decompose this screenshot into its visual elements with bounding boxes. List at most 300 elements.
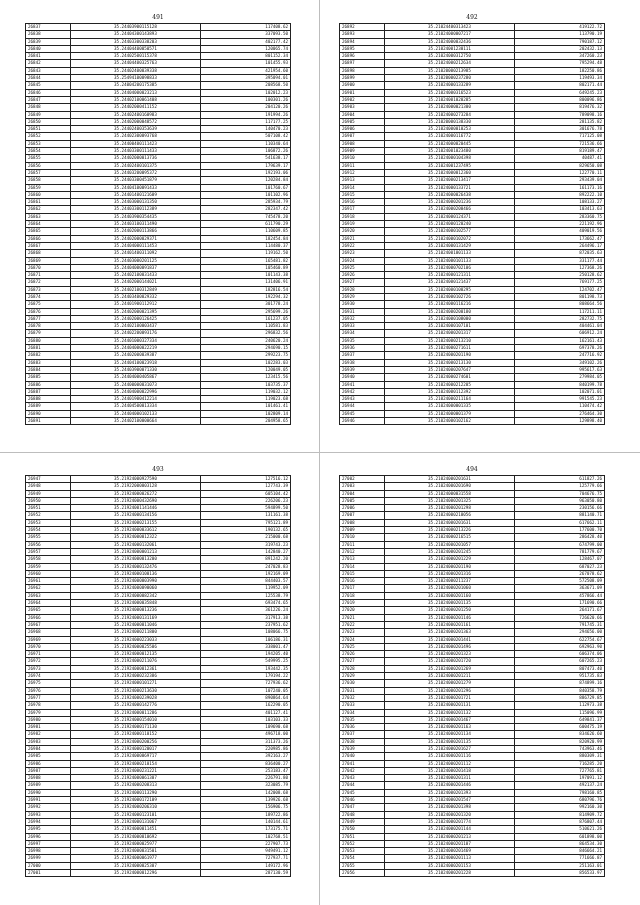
coordinate-cell: 35.24401000327334 <box>70 337 200 344</box>
coordinate-cell: 35.21024001001133 <box>384 250 514 257</box>
row-index-cell: 27012 <box>340 548 385 555</box>
row-index-cell: 26934 <box>340 330 385 337</box>
coordinate-cell: 35.21024000032436 <box>384 38 514 45</box>
row-index-cell: 26993 <box>26 811 71 818</box>
amount-cell: 107240.05 <box>200 687 290 694</box>
coordinate-cell: 35.21924000031501 <box>70 848 200 855</box>
row-index-cell: 26851 <box>26 126 71 133</box>
row-index-cell: 26862 <box>26 206 71 213</box>
coordinate-cell: 35.21024000201320 <box>384 811 514 818</box>
amount-cell: 122770.11 <box>514 169 604 176</box>
row-index-cell: 26841 <box>26 53 71 60</box>
coordinate-cell: 35.21024000201774 <box>384 818 514 825</box>
row-index-cell: 26925 <box>340 264 385 271</box>
row-index-cell: 26969 <box>26 636 71 643</box>
amount-cell: 165481.82 <box>200 257 290 264</box>
amount-cell: 836400.27 <box>200 760 290 767</box>
coordinate-cell: 35.21024001237495 <box>384 162 514 169</box>
amount-cell: 179194.22 <box>200 673 290 680</box>
amount-cell: 264496.17 <box>514 242 604 249</box>
row-index-cell: 27024 <box>340 636 385 643</box>
table-row <box>340 870 605 877</box>
amount-cell: 864534.30 <box>514 840 604 847</box>
coordinate-cell: 35.21024000274601 <box>384 374 514 381</box>
amount-cell: 301676.78 <box>514 126 604 133</box>
table-row <box>340 388 605 395</box>
table-row <box>340 264 605 271</box>
table-row <box>26 96 291 103</box>
amount-cell: 102071.01 <box>514 388 604 395</box>
amount-cell: 856533.97 <box>514 870 604 877</box>
coordinate-cell: 35.21024000201135 <box>384 738 514 745</box>
row-index-cell: 27000 <box>26 862 71 869</box>
coordinate-cell: 35.21924000100136 <box>70 570 200 577</box>
row-index-cell: 27029 <box>340 673 385 680</box>
coordinate-cell: 35.24404300143893 <box>70 31 200 38</box>
row-index-cell: 26959 <box>26 563 71 570</box>
row-index-cell: 27013 <box>340 556 385 563</box>
row-index-cell: 26950 <box>26 497 71 504</box>
coordinate-cell: 35.21024000212634 <box>384 60 514 67</box>
row-index-cell: 27056 <box>340 870 385 877</box>
table-row <box>26 548 291 555</box>
table-row <box>340 89 605 96</box>
amount-cell: 102283.03 <box>200 359 290 366</box>
coordinate-cell: 35.21024000271611 <box>384 345 514 352</box>
row-index-cell: 27021 <box>340 614 385 621</box>
table-row <box>340 607 605 614</box>
coordinate-cell: 35.24403000131350 <box>70 199 200 206</box>
amount-cell: 103735.37 <box>200 381 290 388</box>
row-index-cell: 26885 <box>26 374 71 381</box>
amount-cell: 240620.24 <box>200 337 290 344</box>
row-index-cell: 27027 <box>340 658 385 665</box>
amount-cell: 110609.85 <box>200 228 290 235</box>
coordinate-cell: 35.21924000033612 <box>70 527 200 534</box>
coordinate-cell: 35.24402400101375 <box>70 162 200 169</box>
coordinate-cell: 35.21024000120240 <box>384 221 514 228</box>
coordinate-cell: 35.21924000172109 <box>70 797 200 804</box>
coordinate-cell: 35.21024000201311 <box>384 775 514 782</box>
amount-cell: 156906.75 <box>200 804 290 811</box>
table-row <box>340 177 605 184</box>
row-index-cell: 27010 <box>340 534 385 541</box>
amount-cell: 963050.80 <box>514 497 604 504</box>
table-row <box>26 323 291 330</box>
row-index-cell: 26848 <box>26 104 71 111</box>
row-index-cell: 26914 <box>340 184 385 191</box>
row-index-cell: 27003 <box>340 483 385 490</box>
row-index-cell: 27048 <box>340 811 385 818</box>
amount-cell: 101143.38 <box>200 272 290 279</box>
row-index-cell: 26988 <box>26 775 71 782</box>
amount-cell: 106872.26 <box>200 148 290 155</box>
table-row <box>26 308 291 315</box>
coordinate-cell: 35.24403900354435 <box>70 213 200 220</box>
table-row <box>26 694 291 701</box>
table-row <box>26 221 291 228</box>
row-index-cell: 27030 <box>340 680 385 687</box>
amount-cell: 286428.40 <box>514 534 604 541</box>
coordinate-cell: 35.24402500115378 <box>70 53 200 60</box>
row-index-cell: 27023 <box>340 629 385 636</box>
row-index-cell: 26930 <box>340 301 385 308</box>
coordinate-cell: 35.21024000702106 <box>384 264 514 271</box>
amount-cell: 40487.41 <box>514 155 604 162</box>
amount-cell: 844403.57 <box>200 578 290 585</box>
amount-cell: 192193.06 <box>200 169 290 176</box>
row-index-cell: 26939 <box>340 366 385 373</box>
coordinate-cell: 35.21024000201135 <box>384 600 514 607</box>
row-index-cell: 26951 <box>26 505 71 512</box>
amount-cell: 409019.56 <box>514 228 604 235</box>
coordinate-cell: 35.21924000110152 <box>70 731 200 738</box>
coordinate-cell: 35.24402000029371 <box>70 235 200 242</box>
row-index-cell: 26856 <box>26 162 71 169</box>
row-index-cell: 26962 <box>26 585 71 592</box>
coordinate-cell: 35.21024000201144 <box>384 826 514 833</box>
coordinate-cell: 35.24403300112389 <box>70 206 200 213</box>
amount-cell: 267078.62 <box>514 570 604 577</box>
amount-cell: 795121.89 <box>200 519 290 526</box>
table-row <box>26 264 291 271</box>
coordinate-cell: 35.21024000201296 <box>384 687 514 694</box>
amount-cell: 162161.43 <box>514 337 604 344</box>
table-row <box>26 497 291 504</box>
coordinate-cell: 35.24404400050571 <box>70 45 200 52</box>
coordinate-cell: 35.24402100031433 <box>70 272 200 279</box>
row-index-cell: 27014 <box>340 563 385 570</box>
amount-cell: 295699.26 <box>200 308 290 315</box>
table-row <box>26 840 291 847</box>
amount-cell: 829650.08 <box>514 162 604 169</box>
table-row <box>340 184 605 191</box>
table-row <box>340 505 605 512</box>
coordinate-cell: 35.24404000023213 <box>70 89 200 96</box>
row-index-cell: 27002 <box>340 476 385 483</box>
coordinate-cell: 35.21024000010253 <box>384 126 514 133</box>
table-row <box>26 45 291 52</box>
coordinate-cell: 35.21924000210154 <box>70 760 200 767</box>
amount-cell: 801198.73 <box>514 293 604 300</box>
coordinate-cell: 35.21024000312750 <box>384 53 514 60</box>
coordinate-cell: 35.21024000201113 <box>384 855 514 862</box>
amount-cell: 886729.85 <box>514 694 604 701</box>
table-row <box>26 140 291 147</box>
row-index-cell: 26929 <box>340 293 385 300</box>
amount-cell: 119023.68 <box>200 396 290 403</box>
amount-cell: 594899.50 <box>200 505 290 512</box>
amount-cell: 743963.46 <box>514 745 604 752</box>
table-row <box>26 738 291 745</box>
row-index-cell: 27034 <box>340 709 385 716</box>
table-row <box>26 512 291 519</box>
amount-cell: 125538.79 <box>200 592 290 599</box>
table-row <box>340 410 605 417</box>
coordinate-cell: 35.21924000223033 <box>70 636 200 643</box>
amount-cell: 230156.66 <box>514 505 604 512</box>
coordinate-cell: 35.21024000213417 <box>384 177 514 184</box>
amount-cell: 600475.19 <box>514 724 604 731</box>
table-row <box>26 242 291 249</box>
amount-cell: 127743.39 <box>200 483 290 490</box>
coordinate-cell: 35.21024000108000 <box>384 315 514 322</box>
amount-cell: 103103.33 <box>200 716 290 723</box>
row-index-cell: 26907 <box>340 133 385 140</box>
row-index-cell: 26966 <box>26 614 71 621</box>
table-row <box>340 67 605 74</box>
table-row <box>26 257 291 264</box>
table-row <box>26 621 291 628</box>
table-row <box>340 337 605 344</box>
table-row <box>340 213 605 220</box>
table-row <box>340 126 605 133</box>
coordinate-cell: 35.21924000120017 <box>70 745 200 752</box>
coordinate-cell: 35.21024001020285 <box>384 96 514 103</box>
coordinate-cell: 35.21024000102577 <box>384 228 514 235</box>
amount-cell: 283360.75 <box>514 213 604 220</box>
coordinate-cell: 35.21024000107101 <box>384 323 514 330</box>
coordinate-cell: 35.21024000213226 <box>384 527 514 534</box>
amount-cell: 177600.70 <box>514 527 604 534</box>
row-index-cell: 26964 <box>26 600 71 607</box>
coordinate-cell: 35.21024000201298 <box>384 505 514 512</box>
amount-cell: 349102.26 <box>514 359 604 366</box>
row-index-cell: 26941 <box>340 381 385 388</box>
table-row <box>340 257 605 264</box>
row-index-cell: 26912 <box>340 169 385 176</box>
amount-cell: 179639.17 <box>200 162 290 169</box>
row-index-cell: 26926 <box>340 272 385 279</box>
amount-cell: 808664.56 <box>514 301 604 308</box>
amount-cell: 301778.24 <box>200 301 290 308</box>
row-index-cell: 27049 <box>340 818 385 825</box>
coordinate-cell: 35.21024000100295 <box>384 286 514 293</box>
amount-cell: 834626.60 <box>514 731 604 738</box>
row-index-cell: 27050 <box>340 826 385 833</box>
table-row <box>26 403 291 410</box>
amount-cell: 294690.15 <box>200 345 290 352</box>
row-index-cell: 26911 <box>340 162 385 169</box>
row-index-cell: 26898 <box>340 67 385 74</box>
table-row <box>26 563 291 570</box>
table-row <box>340 31 605 38</box>
table-row <box>26 680 291 687</box>
table-row <box>340 643 605 650</box>
row-index-cell: 26977 <box>26 694 71 701</box>
table-row <box>26 760 291 767</box>
table-row <box>340 745 605 752</box>
row-index-cell: 26879 <box>26 330 71 337</box>
amount-cell: 392163.27 <box>200 753 290 760</box>
row-index-cell: 27041 <box>340 760 385 767</box>
amount-cell: 189722.86 <box>200 811 290 818</box>
coordinate-cell: 35.21024000201269 <box>384 665 514 672</box>
coordinate-cell: 35.21024000101133 <box>384 257 514 264</box>
row-index-cell: 26905 <box>340 118 385 125</box>
row-index-cell: 26982 <box>26 731 71 738</box>
table-row <box>340 96 605 103</box>
row-index-cell: 26979 <box>26 709 71 716</box>
amount-cell: 108066.75 <box>200 629 290 636</box>
table-row <box>26 870 291 877</box>
coordinate-cell: 35.21024000201161 <box>384 621 514 628</box>
amount-cell: 419122.72 <box>514 24 604 31</box>
table-row <box>26 381 291 388</box>
table-row <box>26 797 291 804</box>
amount-cell: 549995.25 <box>200 658 290 665</box>
table-row <box>26 177 291 184</box>
amount-cell: 101455.93 <box>200 60 290 67</box>
coordinate-cell: 35.21024000201116 <box>384 753 514 760</box>
table-row <box>340 651 605 658</box>
amount-cell: 279984.05 <box>514 374 604 381</box>
amount-cell: 128467.07 <box>514 556 604 563</box>
amount-cell: 112973.38 <box>514 702 604 709</box>
amount-cell: 119162.50 <box>200 250 290 257</box>
row-index-cell: 26992 <box>26 804 71 811</box>
table-row <box>26 396 291 403</box>
amount-cell: 607265.23 <box>514 658 604 665</box>
table-row <box>26 126 291 133</box>
amount-cell: 182454.84 <box>200 235 290 242</box>
row-index-cell: 26906 <box>340 126 385 133</box>
table-row <box>340 753 605 760</box>
coordinate-cell: 35.24403300338203 <box>70 38 200 45</box>
table-row <box>340 396 605 403</box>
amount-cell: 204958.65 <box>200 418 290 425</box>
coordinate-cell: 35.21924000012135 <box>70 651 200 658</box>
coordinate-cell: 35.21024000216515 <box>384 534 514 541</box>
table-row <box>340 366 605 373</box>
coordinate-cell: 35.24402000021395 <box>70 308 200 315</box>
amount-cell: 457866.44 <box>514 592 604 599</box>
coordinate-cell: 35.24403100311490 <box>70 221 200 228</box>
row-index-cell: 27020 <box>340 607 385 614</box>
coordinate-cell: 35.21024000102726 <box>384 293 514 300</box>
amount-cell: 949491.12 <box>200 848 290 855</box>
amount-cell: 687027.23 <box>514 563 604 570</box>
row-index-cell: 26972 <box>26 658 71 665</box>
row-index-cell: 26846 <box>26 89 71 96</box>
page-number: 493 <box>152 466 164 473</box>
row-index-cell: 27015 <box>340 570 385 577</box>
row-index-cell: 27016 <box>340 578 385 585</box>
table-row <box>26 687 291 694</box>
amount-cell: 237951.62 <box>200 621 290 628</box>
row-index-cell: 26960 <box>26 570 71 577</box>
row-index-cell: 26855 <box>26 155 71 162</box>
amount-cell: 123415.56 <box>200 374 290 381</box>
amount-cell: 142008.68 <box>200 789 290 796</box>
row-index-cell: 26874 <box>26 293 71 300</box>
amount-cell: 649841.37 <box>514 716 604 723</box>
row-index-cell: 26998 <box>26 848 71 855</box>
coordinate-cell: 35.21924000134156 <box>70 512 200 519</box>
coordinate-cell: 35.21924001141446 <box>70 505 200 512</box>
table-row <box>26 337 291 344</box>
row-index-cell: 27006 <box>340 505 385 512</box>
amount-cell: 115096.99 <box>514 709 604 716</box>
table-row <box>26 67 291 74</box>
coordinate-cell: 35.21024000201211 <box>384 673 514 680</box>
row-index-cell: 26892 <box>340 24 385 31</box>
row-index-cell: 26944 <box>340 403 385 410</box>
row-index-cell: 27042 <box>340 767 385 774</box>
coordinate-cell: 35.24402400353639 <box>70 126 200 133</box>
row-index-cell: 26983 <box>26 738 71 745</box>
coordinate-cell: 35.24402100003437 <box>70 323 200 330</box>
table-row <box>340 162 605 169</box>
coordinate-cell: 35.21024000201323 <box>384 651 514 658</box>
coordinate-cell: 35.21924000232386 <box>70 673 200 680</box>
row-index-cell: 26986 <box>26 760 71 767</box>
table-row <box>26 534 291 541</box>
row-index-cell: 26896 <box>340 53 385 60</box>
amount-cell: 287130.59 <box>200 870 290 877</box>
coordinate-cell: 35.24401900412214 <box>70 396 200 403</box>
coordinate-cell: 35.21024001230111 <box>384 45 514 52</box>
row-index-cell: 26924 <box>340 257 385 264</box>
amount-cell: 202432.13 <box>514 45 604 52</box>
amount-cell: 161173.16 <box>514 184 604 191</box>
row-index-cell: 26928 <box>340 286 385 293</box>
coordinate-cell: 35.25494100098833 <box>70 75 200 82</box>
amount-cell: 605104.42 <box>200 490 290 497</box>
row-index-cell: 26838 <box>26 31 71 38</box>
coordinate-cell: 35.24404100023918 <box>70 359 200 366</box>
table-row <box>26 753 291 760</box>
row-index-cell: 26921 <box>340 235 385 242</box>
amount-cell: 120284.84 <box>200 177 290 184</box>
table-row <box>26 60 291 67</box>
table-row <box>340 169 605 176</box>
table-row <box>26 330 291 337</box>
coordinate-cell: 35.21024000201132 <box>384 709 514 716</box>
coordinate-cell: 35.24403300451879 <box>70 177 200 184</box>
table-row <box>26 250 291 257</box>
coordinate-cell: 35.21024000201279 <box>384 680 514 687</box>
coordinate-cell: 35.21024000316523 <box>384 89 514 96</box>
coordinate-cell: 35.21024000121437 <box>384 279 514 286</box>
row-index-cell: 26865 <box>26 228 71 235</box>
coordinate-cell: 35.24403900115128 <box>70 24 200 31</box>
amount-cell: 331177.44 <box>514 257 604 264</box>
row-index-cell: 26890 <box>26 410 71 417</box>
row-index-cell: 26839 <box>26 38 71 45</box>
row-index-cell: 26985 <box>26 753 71 760</box>
row-index-cell: 26880 <box>26 337 71 344</box>
table-row <box>26 724 291 731</box>
table-row <box>26 374 291 381</box>
amount-cell: 299223.75 <box>200 352 290 359</box>
row-index-cell: 26947 <box>26 476 71 483</box>
table-row <box>340 658 605 665</box>
amount-cell: 106186.31 <box>200 636 290 643</box>
amount-cell: 601898.00 <box>514 833 604 840</box>
row-index-cell: 26902 <box>340 96 385 103</box>
amount-cell: 131406.91 <box>200 279 290 286</box>
table-row <box>26 519 291 526</box>
coordinate-cell: 35.21024000201631 <box>384 519 514 526</box>
amount-cell: 745478.20 <box>200 213 290 220</box>
row-index-cell: 27007 <box>340 512 385 519</box>
table-row <box>340 345 605 352</box>
row-index-cell: 26881 <box>26 345 71 352</box>
table-row <box>26 133 291 140</box>
row-index-cell: 26886 <box>26 381 71 388</box>
amount-cell: 204120.26 <box>200 104 290 111</box>
